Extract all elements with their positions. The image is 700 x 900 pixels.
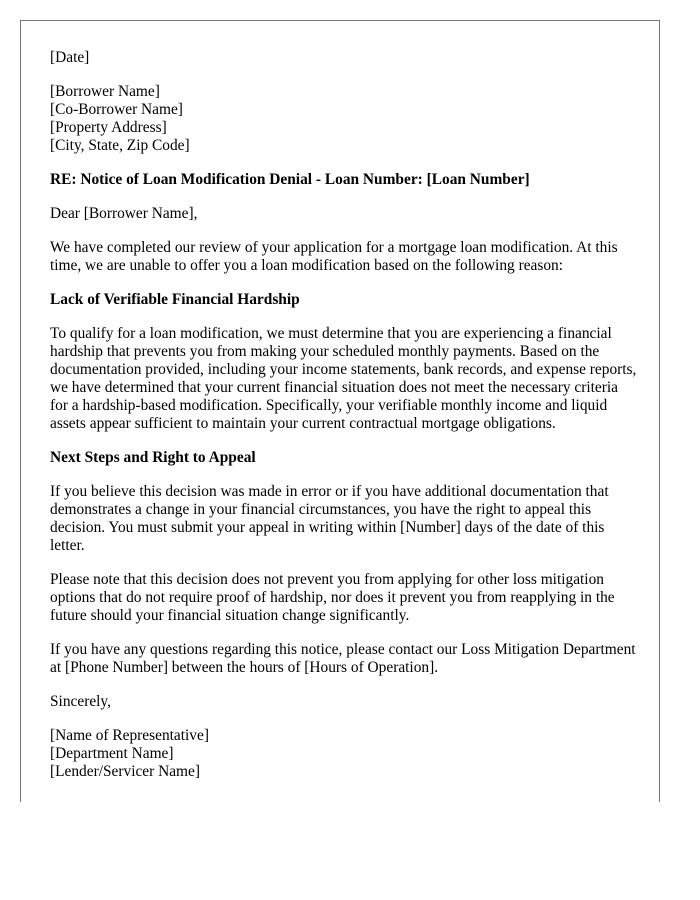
- signature-lender: [Lender/Servicer Name]: [50, 763, 200, 780]
- recipient-co-borrower-name: [Co-Borrower Name]: [50, 101, 183, 118]
- recipient-property-address: [Property Address]: [50, 119, 167, 136]
- signature-department: [Department Name]: [50, 745, 174, 762]
- recipient-borrower-name: [Borrower Name]: [50, 83, 160, 100]
- closing: Sincerely,: [50, 693, 111, 710]
- appeal-heading: Next Steps and Right to Appeal: [50, 449, 256, 466]
- recipient-address-block: [50, 83, 638, 155]
- recipient-city-state-zip: [City, State, Zip Code]: [50, 137, 190, 154]
- letter-page: [20, 20, 660, 802]
- reason-heading: Lack of Verifiable Financial Hardship: [50, 291, 300, 308]
- signature-block: [50, 727, 638, 781]
- contact-paragraph: If you have any questions regarding this notice, please contact our Loss Mitigation Department at [Phone Number] between the hours of [Hours of Operation].: [50, 641, 636, 676]
- intro-paragraph: We have completed our review of your application for a mortgage loan modification. At this time, we are unable to offer you a loan modification based on the following reason:: [50, 239, 618, 274]
- subject-line: RE: Notice of Loan Modification Denial - Loan Number: [Loan Number]: [50, 171, 530, 188]
- note-paragraph: Please note that this decision does not prevent you from applying for other loss mitigation options that do not require proof of hardship, nor does it prevent you from reapplying in the future should your financial situation change significantly.: [50, 571, 615, 624]
- letter-content: [50, 49, 638, 797]
- reason-paragraph: To qualify for a loan modification, we must determine that you are experiencing a financial hardship that prevents you from making your scheduled monthly payments. Based on the documentation provided, including your income statements, bank records, and expense reports, we have determined that your current financial situation does not meet the necessary criteria for a hardship-based modification. Specifically, your verifiable monthly income and liquid assets appear sufficient to maintain your current contractual mortgage obligations.: [50, 325, 637, 432]
- signature-representative: [Name of Representative]: [50, 727, 209, 744]
- appeal-paragraph: If you believe this decision was made in error or if you have additional documentation that demonstrates a change in your financial circumstances, you have the right to appeal this decision. You must submit your appeal in writing within [Number] days of the date of this letter.: [50, 483, 609, 554]
- salutation: Dear [Borrower Name],: [50, 205, 198, 222]
- letter-date: [Date]: [50, 49, 90, 66]
- date-block: [50, 49, 638, 67]
